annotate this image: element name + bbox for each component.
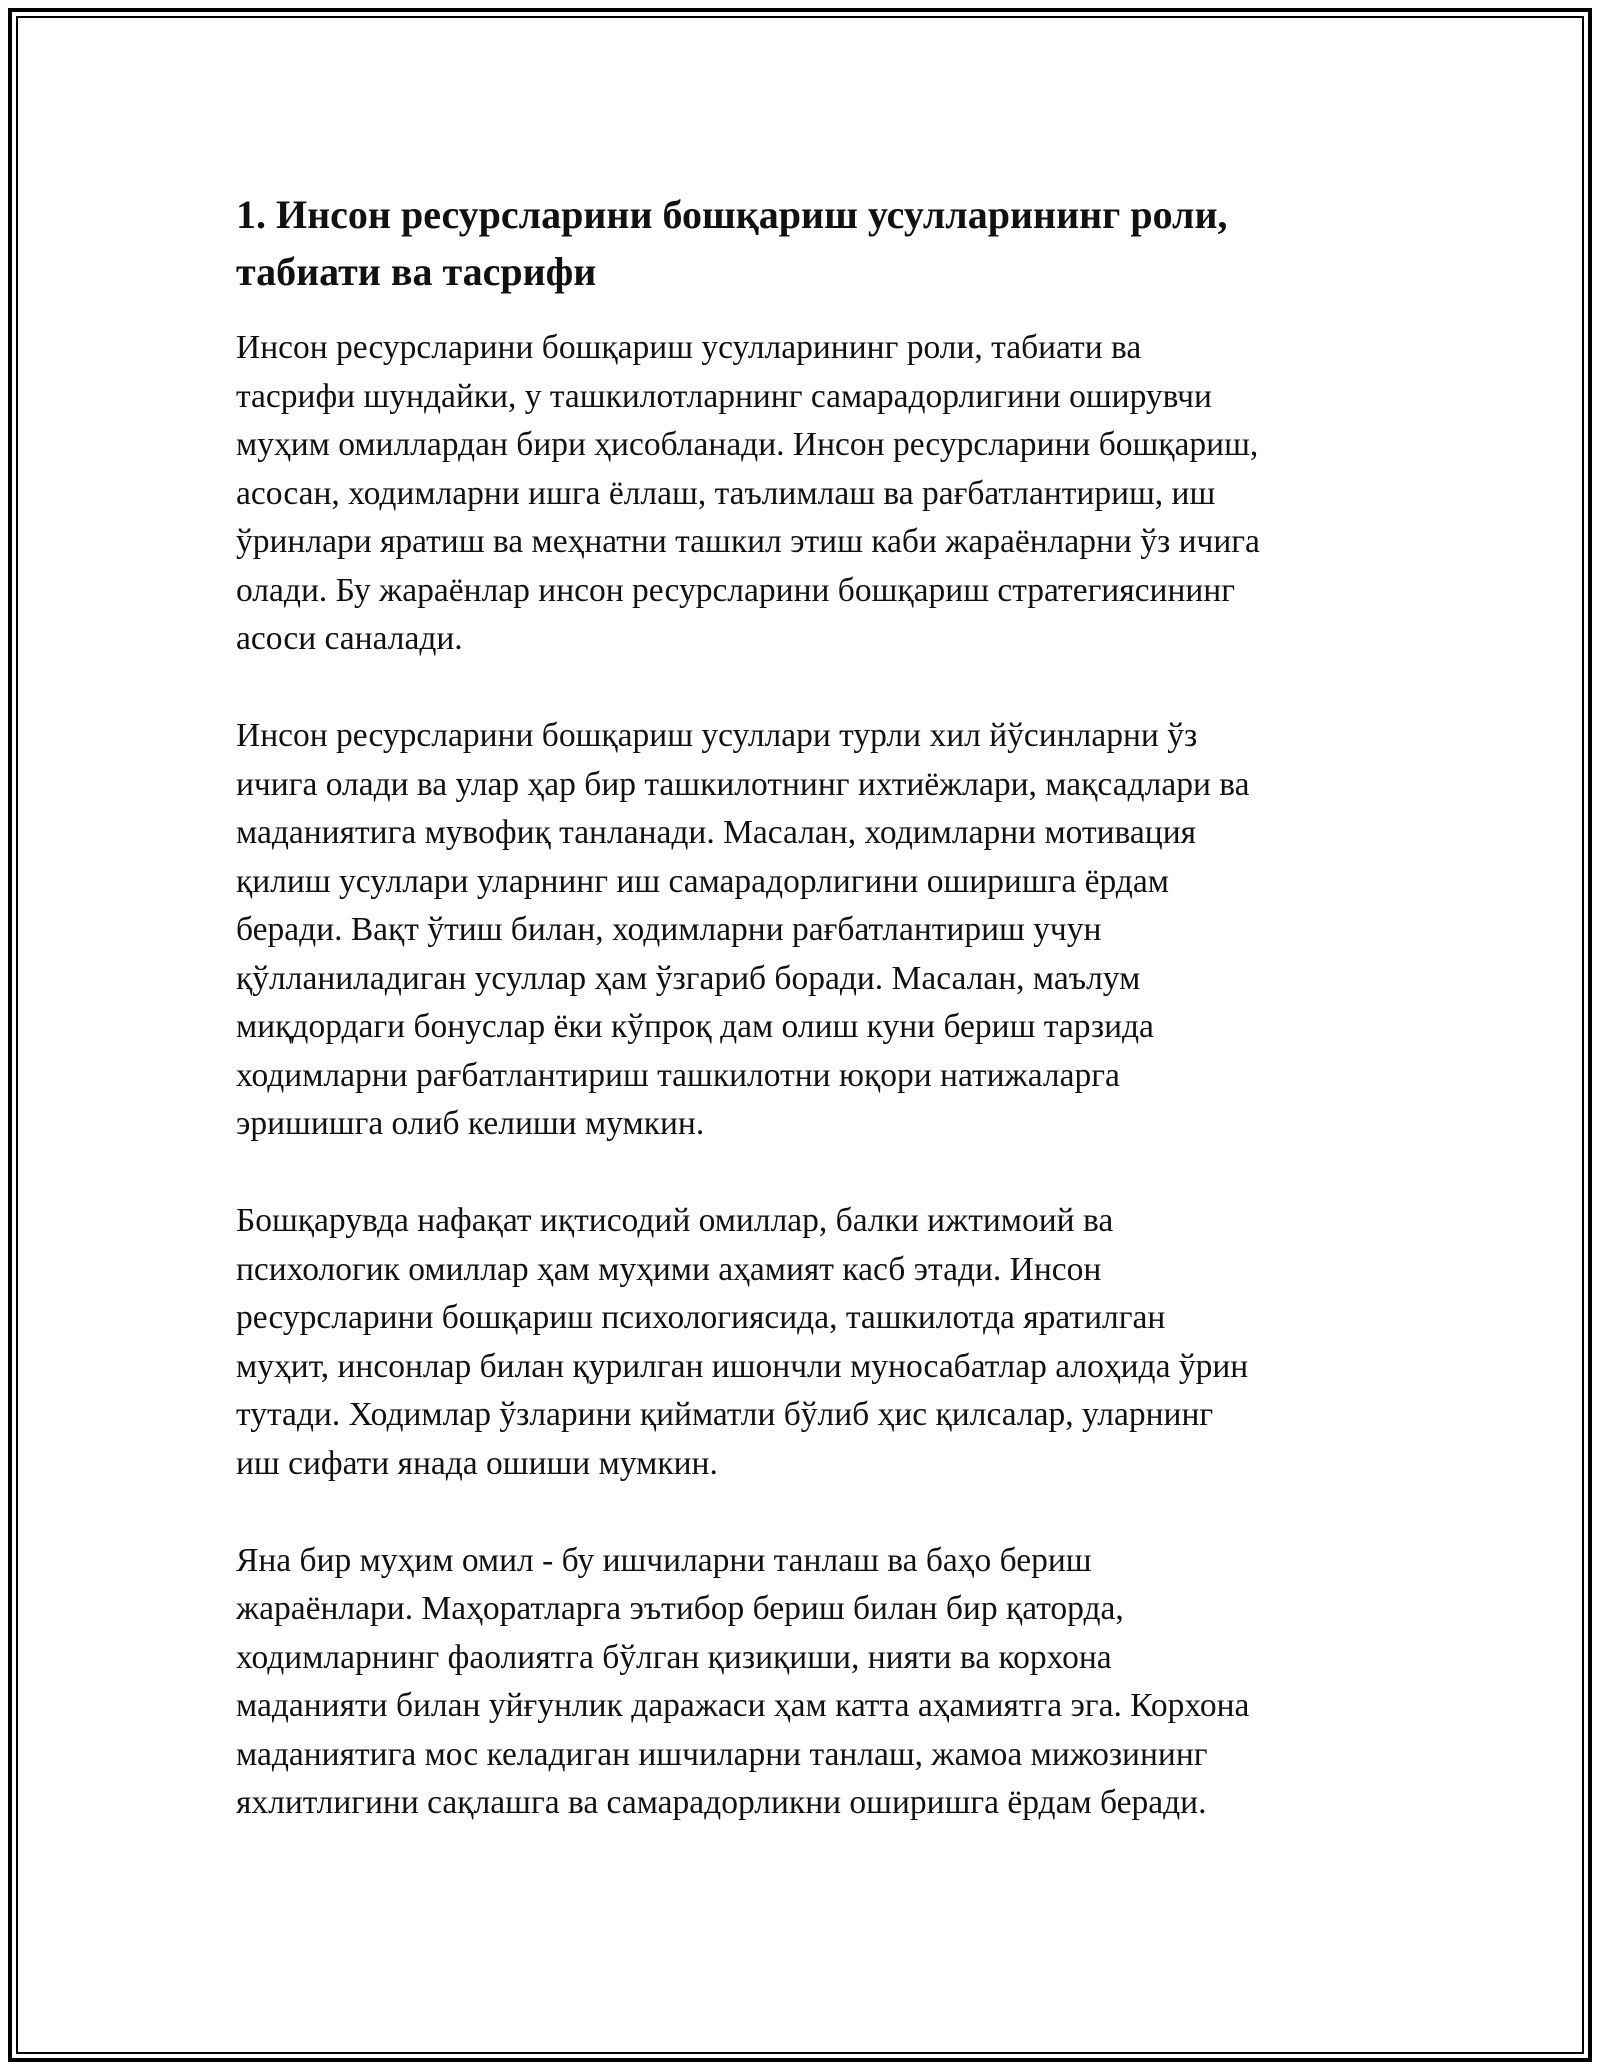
text-line: маданиятига мос келадиган ишчиларни танлаш, жамоа мижозининг	[236, 1735, 1208, 1773]
text-line: эришишга олиб келиши мумкин.	[236, 1105, 705, 1142]
text-line: асосан, ходимларни ишга ёллаш, таълимлаш ва рағбатлантириш, иш	[236, 474, 1216, 512]
text-line: Яна бир муҳим омил - бу ишчиларни танлаш ва баҳо бериш	[236, 1541, 1092, 1579]
text-line: жараёнлари. Маҳоратларга эътибор бериш билан бир қаторда,	[236, 1590, 1124, 1627]
text-line: муҳим омиллардан бири ҳисобланади. Инсон ресурсларини бошқариш,	[236, 426, 1259, 463]
paragraph-2	[236, 712, 1376, 1149]
heading-line: 1. Инсон ресурсларини бошқариш усулларининг роли,	[236, 192, 1228, 237]
paragraph-1	[236, 324, 1376, 664]
text-line: тасрифи шундайки, у ташкилотларнинг самарадорлигини оширувчи	[236, 377, 1212, 415]
text-line: Инсон ресурсларини бошқариш усулларининг роли, табиати ва	[236, 329, 1142, 366]
text-line: психологик омиллар ҳам муҳими аҳамият касб этади. Инсон	[236, 1250, 1102, 1288]
text-line: беради. Вақт ўтиш билан, ходимларни рағбатлантириш учун	[236, 911, 1102, 948]
document-body	[236, 186, 1376, 1876]
text-line: маданияти билан уйғунлик даражаси ҳам катта аҳамиятга эга. Корхона	[236, 1687, 1250, 1724]
text-line: қўлланиладиган усуллар ҳам ўзгариб боради. Масалан, маълум	[236, 959, 1141, 997]
text-line: маданиятига мувофиқ танланади. Масалан, ходимларни мотивация	[236, 814, 1197, 851]
heading-line: табиати ва тасрифи	[236, 249, 597, 294]
text-line: асоси саналади.	[236, 620, 463, 657]
text-line: муҳит, инсонлар билан қурилган ишончли муносабатлар алоҳида ўрин	[236, 1347, 1249, 1385]
text-line: яхлитлигини сақлашга ва самарадорликни оширишга ёрдам беради.	[236, 1784, 1207, 1821]
text-line: ичига олади ва улар ҳар бир ташкилотнинг ихтиёжлари, мақсадлари ва	[236, 765, 1250, 803]
text-line: Бошқарувда нафақат иқтисодий омиллар, балки ижтимоий ва	[236, 1202, 1114, 1239]
text-line: олади. Бу жараёнлар инсон ресурсларини бошқариш стратегиясининг	[236, 571, 1235, 609]
text-line: иш сифати янада ошиши мумкин.	[236, 1444, 718, 1482]
text-line: ўринлари яратиш ва меҳнатни ташкил этиш каби жараёнларни ўз ичига	[236, 523, 1260, 560]
paragraph-4	[236, 1537, 1376, 1828]
text-line: тутади. Ходимлар ўзларини қийматли бўлиб ҳис қилсалар, уларнинг	[236, 1396, 1214, 1433]
text-line: ходимларни рағбатлантириш ташкилотни юқори натижаларга	[236, 1056, 1120, 1094]
text-line: Инсон ресурсларини бошқариш усуллари турли хил йўсинларни ўз	[236, 717, 1198, 754]
text-line: қилиш усуллари уларнинг иш самарадорлигини оширишга ёрдам	[236, 862, 1169, 900]
section-heading	[236, 186, 1376, 300]
text-line: миқдордаги бонуслар ёки кўпроқ дам олиш куни бериш тарзида	[236, 1008, 1154, 1045]
paragraph-3	[236, 1197, 1376, 1488]
text-line: ресурсларини бошқариш психологиясида, ташкилотда яратилган	[236, 1299, 1166, 1336]
text-line: ходимларнинг фаолиятга бўлган қизиқиши, нияти ва корхона	[236, 1638, 1112, 1676]
